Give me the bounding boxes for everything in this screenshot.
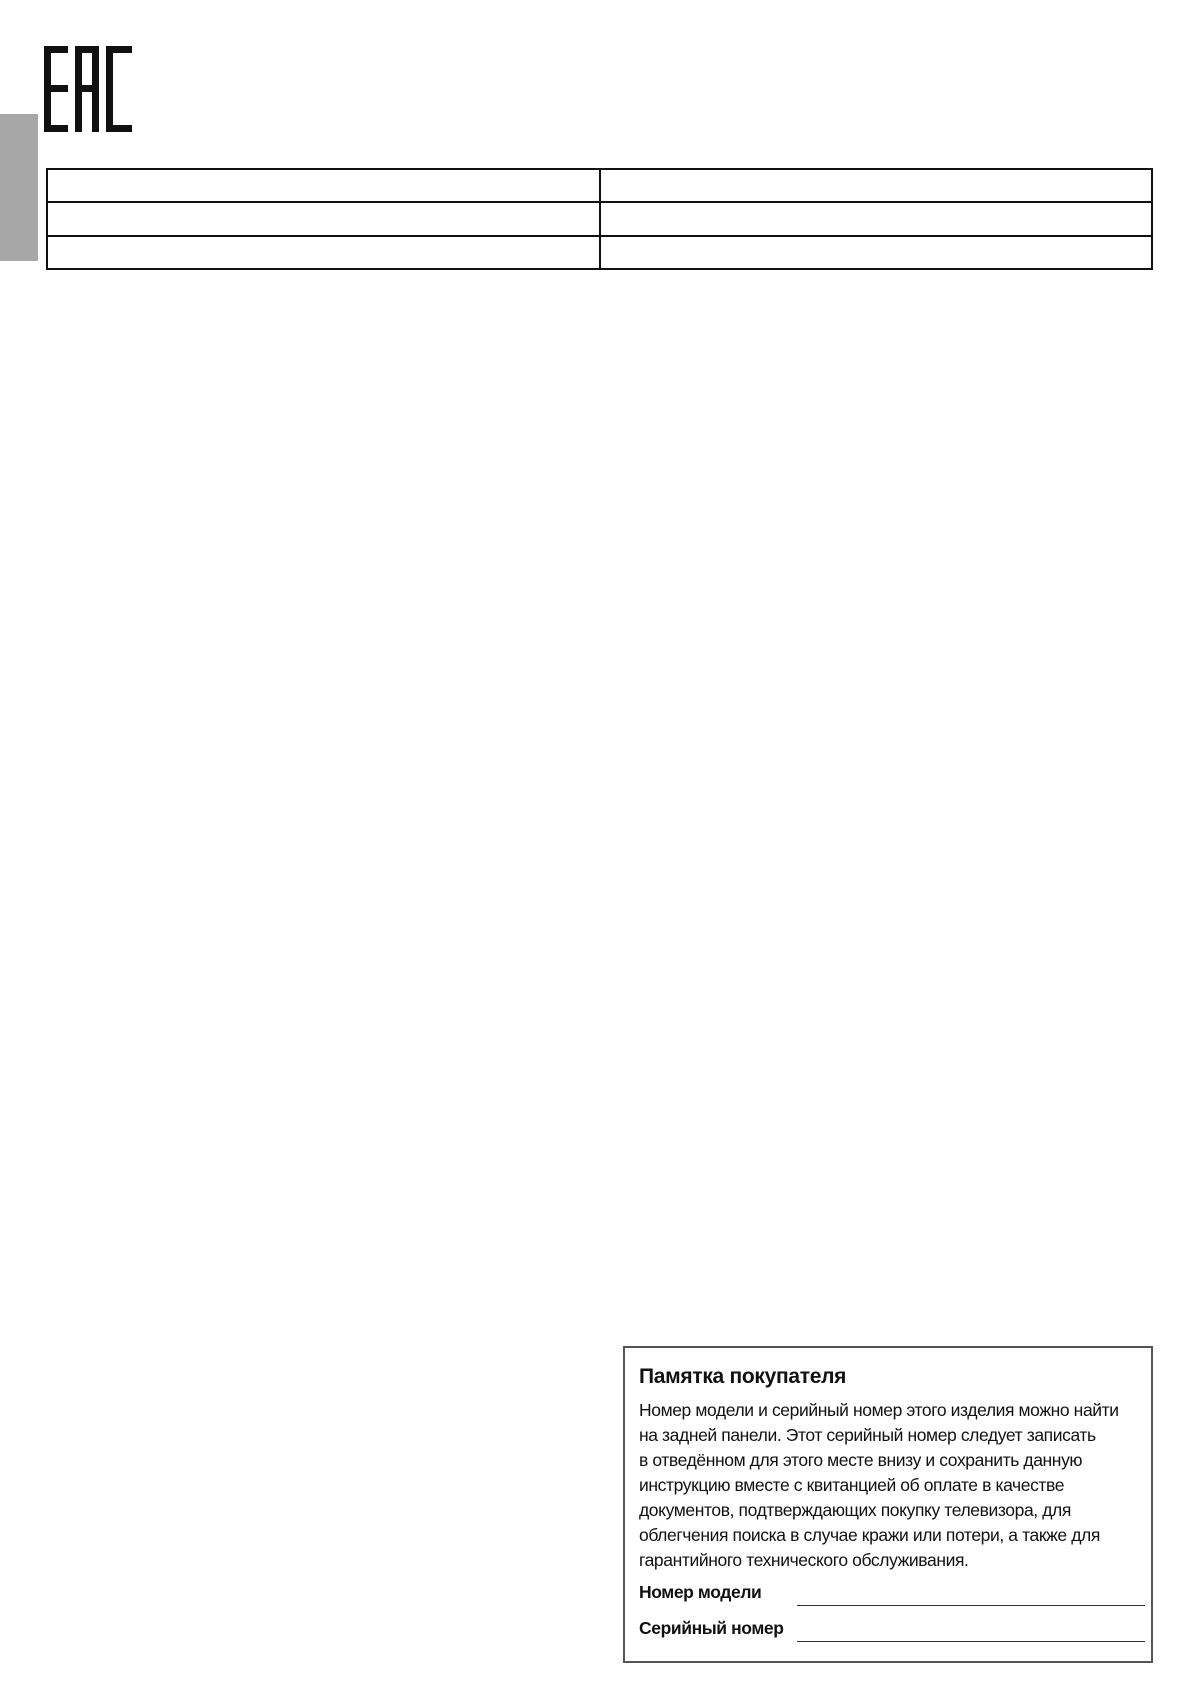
memo-title: Памятка покупателя [639, 1365, 847, 1388]
info-table [46, 168, 1153, 270]
memo-line: гарантийного технического обслуживания. [639, 1550, 969, 1570]
serial-number-label: Серийный номер [639, 1618, 784, 1638]
table-row [47, 169, 1152, 202]
table-cell [600, 236, 1153, 269]
serial-number-field [639, 1616, 1145, 1640]
eac-logo [44, 46, 132, 132]
table-row [47, 236, 1152, 269]
model-number-field [639, 1580, 1145, 1604]
memo-line: инструкцию вместе с квитанцией об оплате в качестве [639, 1475, 1065, 1495]
model-number-label: Номер модели [639, 1582, 762, 1602]
table-row [47, 202, 1152, 235]
serial-number-line[interactable] [797, 1641, 1145, 1642]
table-cell [47, 169, 600, 202]
memo-line: на задней панели. Этот серийный номер следует записать [639, 1425, 1096, 1445]
memo-line: в отведённом для этого месте внизу и сохранить данную [639, 1450, 1083, 1470]
table-cell [600, 169, 1153, 202]
table-cell [47, 202, 600, 235]
side-tab [0, 114, 38, 261]
memo-line: облегчения поиска в случае кражи или потери, а также для [639, 1525, 1100, 1545]
table-cell [600, 202, 1153, 235]
model-number-line[interactable] [797, 1605, 1145, 1606]
memo-line: Номер модели и серийный номер этого изделия можно найти [639, 1400, 1119, 1420]
customer-memo-box [623, 1346, 1153, 1663]
memo-line: документов, подтверждающих покупку телевизора, для [639, 1500, 1071, 1520]
table-cell [47, 236, 600, 269]
memo-text [639, 1398, 1139, 1573]
